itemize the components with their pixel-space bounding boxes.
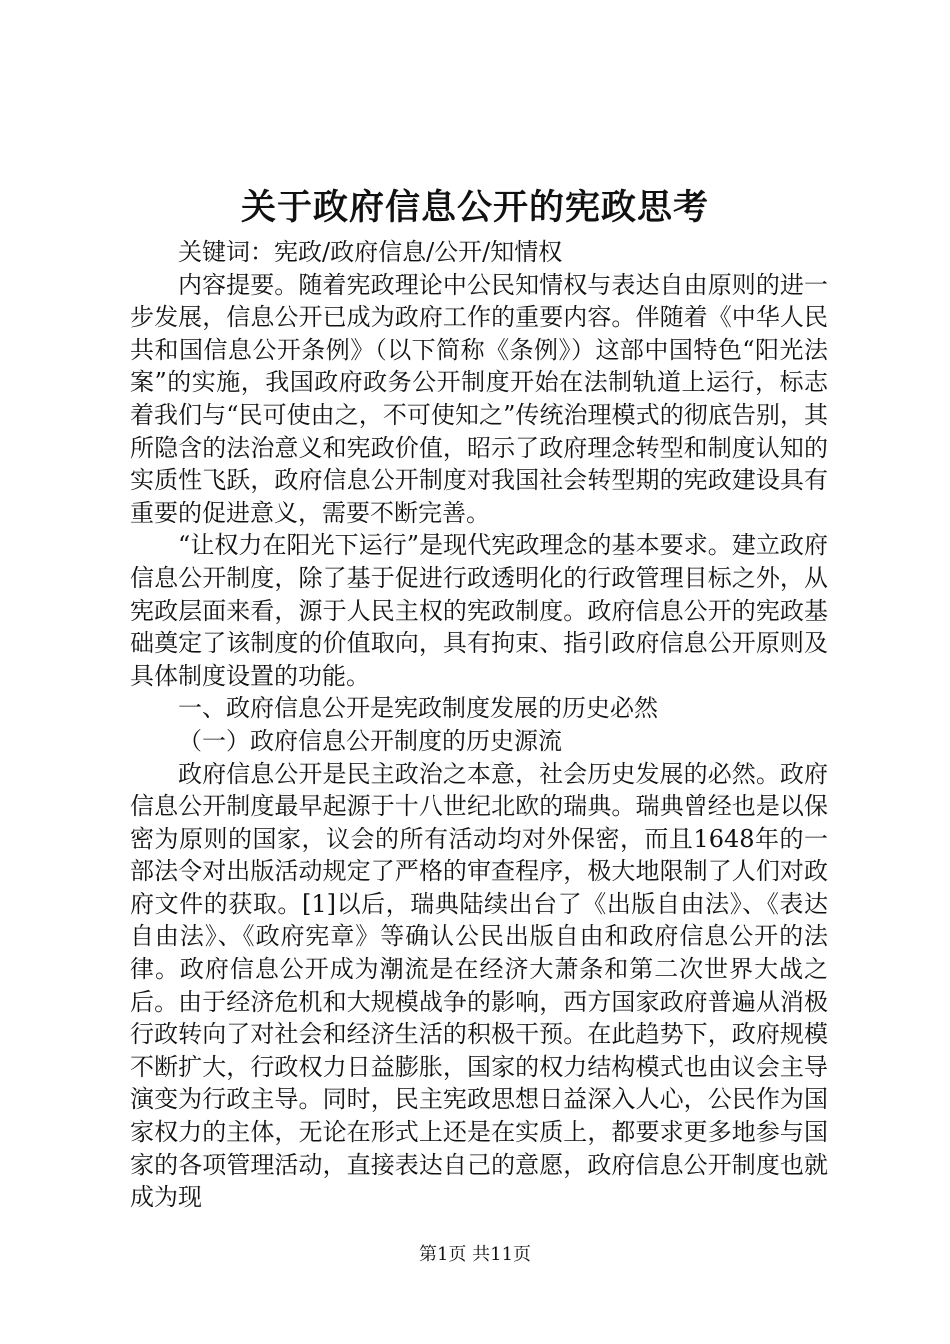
body-paragraph: “让权力在阳光下运行”是现代宪政理念的基本要求。建立政府信息公开制度，除了基于促进行政透明化的行政管理目标之外，从宪政层面来看，源于人民主权的宪政制度。政府信息公开的宪政基础奠定了该制度的价值取向，具有拘束、指引政府信息公开原则及具体制度设置的功能。 bbox=[130, 531, 828, 690]
page-footer: 第1页 共11页 bbox=[418, 1244, 532, 1265]
body-paragraph: 政府信息公开是民主政治之本意，社会历史发展的必然。政府信息公开制度最早起源于十八世纪北欧的瑞典。瑞典曾经也是以保密为原则的国家，议会的所有活动均对外保密，而且1648年的一部法令对出版活动规定了严格的审查程序，极大地限制了人们对政府文件的获取。[1]以后，瑞典陆续出台了《出版自由法》、《表达自由法》、《政府宪章》等确认公民出版自由和政府信息公开的法律。政府信息公开成为潮流是在经济大萧条和第二次世界大战之后。由于经济危机和大规模战争的影响，西方国家政府普遍从消极行政转向了对社会和经济生活的积极干预。在此趋势下，政府规模不断扩大，行政权力日益膨胀，国家的权力结构模式也由议会主导演变为行政主导。同时，民主宪政思想日益深入人心，公民作为国家权力的主体，无论在形式上还是在实质上，都要求更多地参与国家的各项管理活动，直接表达自己的意愿，政府信息公开制度也就成为现 bbox=[130, 759, 828, 1212]
document-body bbox=[130, 236, 828, 1214]
document-title: 关于政府信息公开的宪政思考 bbox=[240, 187, 709, 228]
abstract-paragraph: 内容提要。随着宪政理论中公民知情权与表达自由原则的进一步发展，信息公开已成为政府工作的重要内容。伴随着《中华人民共和国信息公开条例》（以下简称《条例》）这部中国特色“阳光法案”的实施，我国政府政务公开制度开始在法制轨道上运行，标志着我们与“民可使由之，不可使知之”传统治理模式的彻底告别，其所隐含的法治意义和宪政价值，昭示了政府理念转型和制度认知的实质性飞跃，政府信息公开制度对我国社会转型期的宪政建设具有重要的促进意义，需要不断完善。 bbox=[130, 270, 828, 527]
section-heading: 一、政府信息公开是宪政制度发展的历史必然 bbox=[178, 694, 658, 723]
keywords-line: 关键词：宪政/政府信息/公开/知情权 bbox=[178, 238, 563, 266]
subsection-heading: （一）政府信息公开制度的历史源流 bbox=[178, 726, 562, 755]
